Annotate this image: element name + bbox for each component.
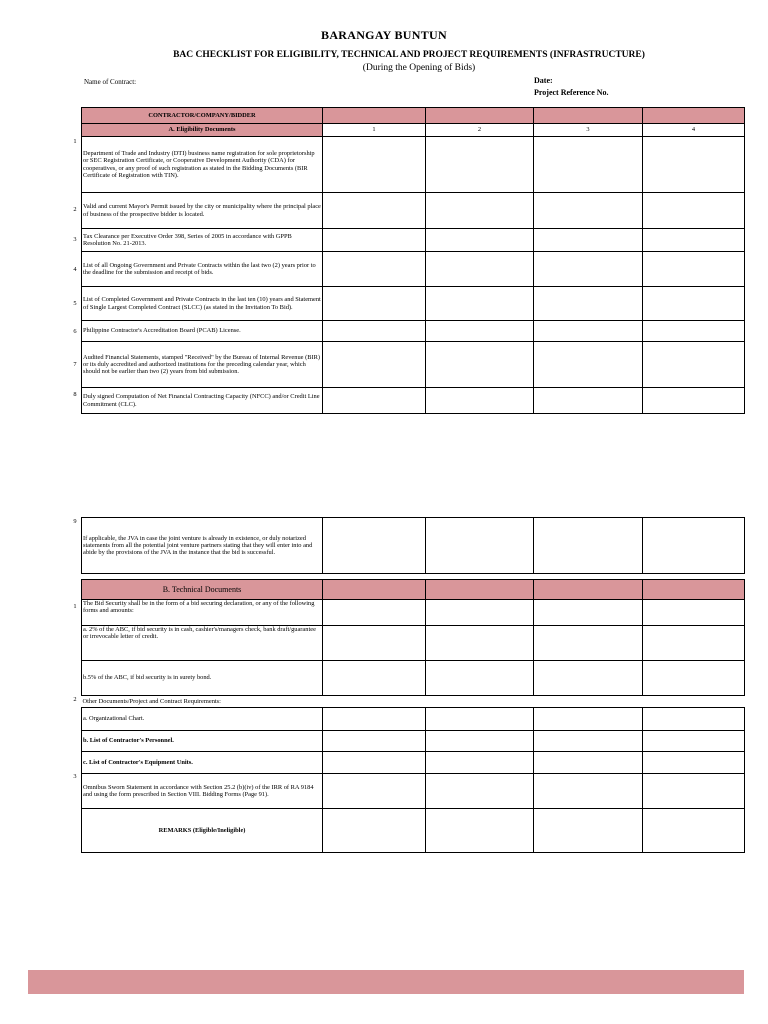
footer-bar	[28, 970, 744, 994]
header-blank-cell	[426, 108, 534, 124]
project-reference-label: Project Reference No.	[534, 88, 609, 97]
checkbox-cell[interactable]	[426, 229, 534, 252]
checkbox-cell[interactable]	[426, 626, 534, 661]
checkbox-cell[interactable]	[643, 708, 745, 731]
table-row	[82, 287, 745, 321]
requirement-text: Other Documents/Project and Contract Requirements:	[82, 697, 221, 705]
checkbox-cell[interactable]	[643, 252, 745, 287]
requirement-text: List of Completed Government and Private Contracts in the last ten (10) years and Statement of Single Largest Completed Contract (SLCC) (as stated in the Invitation To Bid).	[82, 287, 323, 321]
table-row	[82, 731, 745, 752]
eligibility-table-continued	[81, 517, 745, 574]
requirement-text: a. 2% of the ABC, if bid security is in cash, cashier's/managers check, bank draft/guarantee or irrevocable letter of credit.	[82, 626, 323, 661]
checkbox-cell[interactable]	[534, 342, 643, 388]
row-number: 4	[73, 266, 77, 273]
row-number: 9	[73, 518, 77, 525]
checkbox-cell[interactable]	[534, 600, 643, 626]
table-row	[82, 696, 745, 708]
requirement-text: a. Organizational Chart.	[82, 708, 323, 731]
checkbox-cell[interactable]	[643, 774, 745, 809]
checkbox-cell[interactable]	[323, 774, 426, 809]
header-blank-cell	[426, 580, 534, 600]
checkbox-cell[interactable]	[643, 193, 745, 229]
requirement-text: b. List of Contractor's Personnel.	[82, 731, 323, 752]
checkbox-cell[interactable]	[534, 752, 643, 774]
checkbox-cell[interactable]	[323, 731, 426, 752]
requirement-text: Duly signed Computation of Net Financial Contracting Capacity (NFCC) and/or Credit Line Commitment (CLC).	[82, 388, 323, 414]
checkbox-cell[interactable]	[643, 752, 745, 774]
checkbox-cell[interactable]	[426, 774, 534, 809]
checkbox-cell[interactable]	[323, 229, 426, 252]
checkbox-cell[interactable]	[426, 731, 534, 752]
checkbox-cell[interactable]	[643, 388, 745, 414]
checkbox-cell[interactable]	[323, 137, 426, 193]
checkbox-cell[interactable]	[426, 600, 534, 626]
checkbox-cell[interactable]	[534, 661, 643, 696]
document-title: BARANGAY BUNTUN	[321, 28, 447, 42]
checkbox-cell[interactable]	[643, 626, 745, 661]
header-blank-cell	[534, 108, 643, 124]
requirement-text: Department of Trade and Industry (DTI) business name registration for sole proprietorship or SEC Registration Certificate, or Cooperative Development Authority (CDA) for cooperatives, or any proof of such registration as stated in the Bidding Documents (BIR Certificate of Registration with TIN).	[82, 137, 323, 193]
bidder-column-3: 3	[534, 124, 643, 137]
bidder-header: CONTRACTOR/COMPANY/BIDDER	[82, 108, 323, 124]
section-b-header-row	[82, 580, 745, 600]
checkbox-cell[interactable]	[534, 287, 643, 321]
requirement-text: If applicable, the JVA in case the joint venture is already in existence, or duly notarized statements from all the potential joint venture partners stating that they will enter into and abide by the provisions of the JVA in the instance that the bid is successful.	[82, 518, 323, 574]
checkbox-cell[interactable]	[534, 137, 643, 193]
technical-table	[81, 579, 745, 853]
remarks-cell[interactable]	[426, 809, 534, 853]
checkbox-cell[interactable]	[643, 518, 745, 574]
checkbox-cell[interactable]	[323, 388, 426, 414]
checkbox-cell[interactable]	[534, 193, 643, 229]
checkbox-cell[interactable]	[643, 600, 745, 626]
contract-name-label: Name of Contract:	[84, 78, 137, 86]
remarks-cell[interactable]	[323, 809, 426, 853]
section-b-title: B. Technical Documents	[82, 580, 323, 600]
checkbox-cell[interactable]	[426, 752, 534, 774]
checkbox-cell[interactable]	[323, 342, 426, 388]
checkbox-cell[interactable]	[643, 137, 745, 193]
row-number: 1	[73, 138, 77, 145]
document-subtitle-2: (During the Opening of Bids)	[362, 63, 476, 73]
checkbox-cell[interactable]	[323, 518, 426, 574]
checkbox-cell[interactable]	[643, 229, 745, 252]
remarks-cell[interactable]	[643, 809, 745, 853]
requirement-text: Philippine Contractor's Accreditation Board (PCAB) License.	[82, 321, 323, 342]
checkbox-cell[interactable]	[534, 252, 643, 287]
checkbox-cell[interactable]	[643, 731, 745, 752]
date-label: Date:	[534, 76, 553, 85]
table-row	[82, 193, 745, 229]
table-row	[82, 229, 745, 252]
checkbox-cell[interactable]	[643, 287, 745, 321]
section-a-title: A. Eligibility Documents	[82, 124, 323, 137]
requirement-text: Audited Financial Statements, stamped "Received" by the Bureau of Internal Revenue (BIR) or its duly accredited and authorized institutions for the preceding calendar year, which should not be earlier than two (2) years from bid submission.	[82, 342, 323, 388]
table-row	[82, 752, 745, 774]
checkbox-cell[interactable]	[426, 193, 534, 229]
bidder-column-4: 4	[643, 124, 745, 137]
checkbox-cell[interactable]	[534, 229, 643, 252]
checkbox-cell[interactable]	[323, 252, 426, 287]
table-row	[82, 252, 745, 287]
table-row	[82, 600, 745, 626]
checkbox-cell[interactable]	[323, 661, 426, 696]
table-row	[82, 626, 745, 661]
row-number: 5	[73, 300, 77, 307]
checkbox-cell[interactable]	[323, 752, 426, 774]
row-number: 1	[73, 603, 77, 610]
requirement-text: Omnibus Sworn Statement in accordance with Section 25.2 (b)(iv) of the IRR of RA 9184 and using the form prescribed in Section VIII. Bidding Forms (Page 91).	[82, 774, 323, 809]
header-blank-cell	[534, 580, 643, 600]
header-blank-cell	[643, 580, 745, 600]
checkbox-cell[interactable]	[643, 661, 745, 696]
checkbox-cell[interactable]	[643, 321, 745, 342]
checkbox-cell[interactable]	[534, 731, 643, 752]
checkbox-cell[interactable]	[426, 137, 534, 193]
checkbox-cell[interactable]	[534, 388, 643, 414]
requirement-text: c. List of Contractor's Equipment Units.	[82, 752, 323, 774]
bidder-header-row	[82, 108, 745, 124]
remarks-row	[82, 809, 745, 853]
checkbox-cell[interactable]	[426, 287, 534, 321]
checkbox-cell[interactable]	[534, 708, 643, 731]
remarks-cell[interactable]	[534, 809, 643, 853]
table-row	[82, 342, 745, 388]
table-row	[82, 321, 745, 342]
table-row	[82, 388, 745, 414]
eligibility-table	[81, 107, 745, 414]
row-number: 6	[73, 328, 77, 335]
table-row	[82, 137, 745, 193]
requirement-text: The Bid Security shall be in the form of a bid securing declaration, or any of the following forms and amounts:	[82, 600, 323, 626]
requirement-text: b.5% of the ABC, if bid security is in surety bond.	[82, 661, 323, 696]
checkbox-cell[interactable]	[534, 321, 643, 342]
header-blank-cell	[643, 108, 745, 124]
bidder-column-1: 1	[323, 124, 426, 137]
table-row	[82, 708, 745, 731]
checkbox-cell[interactable]	[426, 388, 534, 414]
section-a-header-row	[82, 124, 745, 137]
table-row	[82, 661, 745, 696]
row-number: 8	[73, 391, 77, 398]
table-row	[82, 774, 745, 809]
checkbox-cell[interactable]	[534, 626, 643, 661]
row-number: 3	[73, 236, 77, 243]
checkbox-cell[interactable]	[426, 252, 534, 287]
requirement-text: Valid and current Mayor's Permit issued by the city or municipality where the principal place of business of the prospective bidder is located.	[82, 193, 323, 229]
header-blank-cell	[323, 108, 426, 124]
checkbox-cell[interactable]	[323, 287, 426, 321]
row-number: 3	[73, 773, 77, 780]
document-subtitle: BAC CHECKLIST FOR ELIGIBILITY, TECHNICAL AND PROJECT REQUIREMENTS (INFRASTRUCTURE)	[173, 50, 645, 60]
checkbox-cell[interactable]	[426, 708, 534, 731]
row-number: 2	[73, 696, 77, 703]
checkbox-cell[interactable]	[426, 661, 534, 696]
checkbox-cell[interactable]	[534, 518, 643, 574]
remarks-label: REMARKS (Eligible/Ineligible)	[82, 809, 323, 853]
table-row	[82, 518, 745, 574]
checkbox-cell[interactable]	[534, 774, 643, 809]
checkbox-cell[interactable]	[426, 342, 534, 388]
checkbox-cell[interactable]	[643, 342, 745, 388]
header-blank-cell	[323, 580, 426, 600]
checkbox-cell[interactable]	[323, 708, 426, 731]
row-number: 2	[73, 206, 77, 213]
requirement-text: Tax Clearance per Executive Order 398, Series of 2005 in accordance with GPPB Resolution No. 21-2013.	[82, 229, 323, 252]
bidder-column-2: 2	[426, 124, 534, 137]
checkbox-cell[interactable]	[426, 518, 534, 574]
row-number: 7	[73, 361, 77, 368]
checkbox-cell[interactable]	[323, 626, 426, 661]
checkbox-cell[interactable]	[323, 193, 426, 229]
requirement-text: List of all Ongoing Government and Private Contracts within the last two (2) years prior to the deadline for the submission and receipt of bids.	[82, 252, 323, 287]
checkbox-cell[interactable]	[323, 321, 426, 342]
checkbox-cell[interactable]	[426, 321, 534, 342]
checkbox-cell[interactable]	[323, 600, 426, 626]
